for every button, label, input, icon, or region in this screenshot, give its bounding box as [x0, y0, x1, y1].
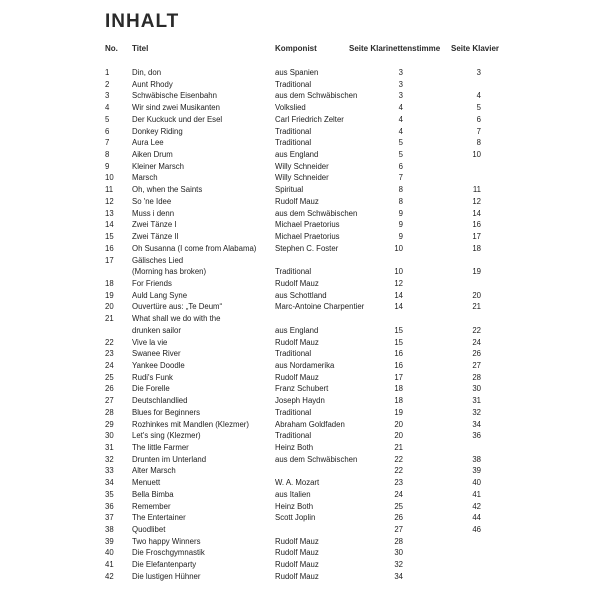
contents-row [0, 419, 600, 431]
entry-clarinet-page: 9 [398, 232, 403, 242]
entry-title-line: The Entertainer [132, 513, 186, 523]
contents-row [0, 290, 600, 302]
contents-row [0, 524, 600, 536]
entry-number: 2 [105, 79, 110, 89]
entry-title-line: Aunt Rhody [132, 79, 173, 89]
entry-number: 28 [105, 407, 114, 417]
contents-row [0, 126, 600, 138]
entry-composer: aus Spanien [275, 68, 319, 77]
entry-title-line: Marsch [132, 173, 158, 183]
entry-piano-page: 5 [476, 103, 481, 113]
entry-clarinet-page: 17 [394, 372, 403, 382]
contents-row [0, 137, 600, 149]
contents-row [0, 231, 600, 243]
entry-title [132, 477, 160, 489]
entry-composer: Rudolf Mauz [275, 278, 319, 288]
entry-title [132, 290, 187, 302]
entry-title-line: Drunten im Unterland [132, 454, 207, 464]
entry-clarinet-page: 26 [394, 513, 403, 523]
entry-clarinet-page: 21 [394, 443, 403, 452]
entry-composer: aus England [275, 325, 319, 335]
entry-number: 14 [105, 220, 114, 230]
entry-piano-page: 28 [472, 372, 481, 382]
entry-title-line: Oh, when the Saints [132, 185, 203, 195]
entry-title [132, 208, 174, 220]
entry-number: 6 [105, 126, 110, 136]
entry-clarinet-page: 10 [394, 267, 403, 277]
entry-title [132, 524, 165, 536]
entry-composer: Traditional [275, 79, 312, 89]
entry-number: 16 [105, 243, 114, 253]
entry-title-line: Die Elefantenparty [132, 560, 197, 570]
entry-clarinet-page: 5 [398, 150, 403, 160]
entry-number: 37 [105, 513, 114, 523]
entry-title-line: For Friends [132, 278, 172, 288]
entry-title [132, 149, 173, 161]
entry-number: 19 [105, 290, 114, 300]
entry-piano-page: 26 [472, 349, 481, 359]
entry-title [132, 407, 200, 419]
entry-title-line: Oh Susanna (I come from Alabama) [132, 243, 257, 253]
entry-clarinet-page: 6 [398, 161, 403, 171]
entry-clarinet-page: 3 [398, 91, 403, 101]
entry-piano-page: 40 [472, 478, 481, 488]
contents-row [0, 114, 600, 126]
entry-title [132, 231, 179, 243]
entry-clarinet-page: 30 [394, 548, 403, 558]
contents-row [0, 67, 600, 79]
contents-row [0, 219, 600, 231]
entry-composer: aus Italien [275, 489, 311, 499]
contents-row [0, 395, 600, 407]
entry-number: 30 [105, 431, 114, 441]
entry-title [132, 184, 202, 196]
contents-row [0, 360, 600, 372]
entry-composer: Franz Schubert [275, 384, 329, 394]
entry-title [132, 512, 186, 524]
entry-title-line: Two happy Winners [132, 536, 201, 546]
entry-title [132, 442, 189, 454]
contents-row [0, 571, 600, 583]
entry-title [132, 67, 161, 79]
contents-row [0, 454, 600, 466]
entry-piano-page: 10 [472, 150, 481, 160]
entry-clarinet-page: 23 [394, 478, 403, 488]
entry-piano-page: 22 [472, 325, 481, 335]
entry-title-line: Die Forelle [132, 384, 170, 394]
contents-row [0, 243, 600, 255]
entry-clarinet-page: 7 [398, 173, 403, 183]
entry-piano-page: 30 [472, 384, 481, 394]
entry-number: 41 [105, 560, 114, 570]
entry-number: 22 [105, 337, 114, 347]
entry-title-line: Let's sing (Klezmer) [132, 431, 201, 441]
entry-composer: Rudolf Mauz [275, 372, 319, 382]
entry-number: 42 [105, 571, 114, 581]
entry-title-line: Quodlibet [132, 525, 166, 535]
entry-composer: Michael Praetorius [275, 232, 340, 242]
entry-title-line: Ouvertüre aus: „Te Deum“ [132, 302, 223, 312]
entry-composer: Scott Joplin [275, 513, 316, 523]
entry-clarinet-page: 3 [398, 68, 403, 77]
entry-number: 39 [105, 536, 114, 546]
entry-piano-page: 6 [476, 114, 481, 124]
entry-number: 5 [105, 114, 110, 124]
entry-title [132, 360, 185, 372]
entry-title [132, 79, 173, 91]
entry-title [132, 243, 256, 255]
entry-number: 13 [105, 208, 114, 218]
entry-composer: Traditional [275, 407, 312, 417]
entry-piano-page: 4 [476, 91, 481, 101]
entry-title [132, 114, 222, 126]
entry-title [132, 90, 217, 102]
entry-composer: Rudolf Mauz [275, 196, 319, 206]
contents-row [0, 196, 600, 208]
entry-clarinet-page: 14 [394, 290, 403, 300]
entry-clarinet-page: 15 [394, 325, 403, 335]
entry-number: 38 [105, 525, 114, 535]
entry-number: 34 [105, 478, 114, 488]
entry-clarinet-page: 28 [394, 536, 403, 546]
entry-title [132, 172, 158, 184]
entry-number: 15 [105, 232, 114, 242]
entry-composer: Rudolf Mauz [275, 571, 319, 581]
entry-title-line: Vive la vie [132, 337, 168, 347]
entry-composer: Willy Schneider [275, 161, 329, 171]
entry-clarinet-page: 15 [394, 337, 403, 347]
entry-title-line: Auld Lang Syne [132, 290, 188, 300]
entry-title-line: Kleiner Marsch [132, 161, 184, 171]
contents-row [0, 430, 600, 442]
contents-row [0, 477, 600, 489]
entry-clarinet-page: 9 [398, 208, 403, 218]
entry-clarinet-page: 16 [394, 360, 403, 370]
entry-title [132, 219, 177, 231]
entry-composer: Stephen C. Foster [275, 243, 339, 253]
entry-clarinet-page: 10 [394, 243, 403, 253]
entry-title-line: Schwäbische Eisenbahn [132, 91, 217, 101]
entry-title-line: Gälisches Lied [132, 255, 184, 265]
contents-row [0, 337, 600, 349]
entry-composer: aus dem Schwäbischen [275, 208, 358, 218]
entry-title-line: Blues for Beginners [132, 407, 201, 417]
contents-row [0, 547, 600, 559]
entry-clarinet-page: 27 [394, 525, 403, 535]
entry-clarinet-page: 20 [394, 431, 403, 441]
entry-clarinet-page: 8 [398, 196, 403, 206]
entry-piano-page: 19 [472, 267, 481, 277]
entry-clarinet-page: 24 [394, 489, 403, 499]
entry-title [132, 313, 220, 336]
entry-title [132, 102, 220, 114]
entry-title [132, 547, 205, 559]
entry-composer: Traditional [275, 349, 312, 359]
entry-title-line: Rudi's Funk [132, 372, 173, 382]
entry-title [132, 137, 164, 149]
entry-piano-page: 18 [472, 243, 481, 253]
entry-composer: Rudolf Mauz [275, 548, 319, 558]
entry-composer: aus dem Schwäbischen [275, 91, 358, 101]
entry-piano-page: 44 [472, 513, 481, 523]
entry-composer: Volkslied [275, 103, 306, 113]
entry-clarinet-page: 3 [398, 79, 403, 89]
entry-piano-page: 42 [472, 501, 481, 511]
entry-number: 23 [105, 349, 114, 359]
contents-row [0, 536, 600, 548]
contents-list [0, 67, 600, 583]
contents-row [0, 465, 600, 477]
contents-row [0, 90, 600, 102]
entry-number: 35 [105, 489, 114, 499]
entry-title-line: Menuett [132, 478, 161, 488]
contents-row [0, 512, 600, 524]
entry-composer: aus Nordamerika [275, 360, 335, 370]
entry-title [132, 196, 171, 208]
contents-row [0, 278, 600, 290]
entry-clarinet-page: 4 [398, 114, 403, 124]
entry-number: 7 [105, 138, 110, 148]
column-header-number: No. [105, 44, 118, 53]
contents-row [0, 372, 600, 384]
column-header-clarinet-page: Seite Klarinettenstimme [349, 44, 441, 53]
entry-title-line: Die lustigen Hühner [132, 571, 201, 581]
entry-piano-page: 16 [472, 220, 481, 230]
entry-composer: aus dem Schwäbischen [275, 454, 358, 464]
entry-title [132, 430, 201, 442]
entry-composer: Spiritual [275, 185, 304, 195]
page-title: INHALT [105, 11, 180, 32]
entry-piano-page: 21 [472, 302, 481, 312]
entry-clarinet-page: 14 [394, 302, 403, 312]
entry-clarinet-page: 12 [394, 278, 403, 288]
entry-composer: Traditional [275, 431, 312, 441]
entry-title-line: Alter Marsch [132, 466, 176, 476]
entry-title-line: Din, don [132, 68, 162, 77]
entry-composer: W. A. Mozart [275, 478, 320, 488]
contents-row [0, 149, 600, 161]
entry-piano-page: 17 [472, 232, 481, 242]
entry-number: 40 [105, 548, 114, 558]
entry-number: 25 [105, 372, 114, 382]
entry-title-line: Der Kuckuck und der Esel [132, 114, 223, 124]
contents-row [0, 383, 600, 395]
entry-title-line: Zwei Tänze II [132, 232, 179, 242]
entry-clarinet-page: 22 [394, 454, 403, 464]
entry-clarinet-page: 16 [394, 349, 403, 359]
contents-row [0, 313, 600, 336]
entry-clarinet-page: 4 [398, 126, 403, 136]
entry-composer: Willy Schneider [275, 173, 329, 183]
entry-clarinet-page: 19 [394, 407, 403, 417]
entry-number: 24 [105, 360, 114, 370]
contents-row [0, 348, 600, 360]
contents-row [0, 184, 600, 196]
entry-composer: aus Schottland [275, 290, 327, 300]
entry-title-line: Muss i denn [132, 208, 175, 218]
entry-title [132, 161, 184, 173]
entry-clarinet-page: 20 [394, 419, 403, 429]
entry-title [132, 465, 176, 477]
entry-piano-page: 11 [472, 185, 481, 195]
entry-composer: Traditional [275, 267, 312, 277]
entry-number: 32 [105, 454, 114, 464]
entry-clarinet-page: 18 [394, 384, 403, 394]
entry-title-line: So 'ne Idee [132, 196, 172, 206]
entry-piano-page: 3 [476, 68, 481, 77]
entry-title [132, 501, 171, 513]
entry-number: 11 [105, 185, 114, 195]
column-header-composer: Komponist [275, 44, 317, 53]
entry-title-line: Yankee Doodle [132, 360, 185, 370]
entry-number: 9 [105, 161, 110, 171]
entry-number: 21 [105, 314, 114, 324]
entry-piano-page: 36 [472, 431, 481, 441]
contents-row [0, 407, 600, 419]
entry-number: 26 [105, 384, 114, 394]
entry-composer: Abraham Goldfaden [275, 419, 345, 429]
entry-composer: Rudolf Mauz [275, 560, 319, 570]
contents-row [0, 208, 600, 220]
entry-piano-page: 8 [476, 138, 481, 148]
entry-piano-page: 31 [472, 396, 481, 406]
column-header-piano-page: Seite Klavier [451, 44, 500, 53]
entry-piano-page: 12 [472, 196, 481, 206]
entry-title [132, 571, 200, 583]
entry-title-line: Deutschlandlied [132, 396, 188, 406]
entry-title-line: Wir sind zwei Musikanten [132, 103, 220, 113]
entry-clarinet-page: 5 [398, 138, 403, 148]
contents-row [0, 442, 600, 454]
entry-piano-page: 7 [476, 126, 481, 136]
entry-clarinet-page: 25 [394, 501, 403, 511]
entry-title-line: Aiken Drum [132, 150, 173, 160]
entry-title-line: What shall we do with the [132, 314, 221, 324]
entry-piano-page: 20 [472, 290, 481, 300]
entry-title [132, 301, 222, 313]
entry-piano-page: 38 [472, 454, 481, 464]
entry-title [132, 337, 167, 349]
contents-row [0, 501, 600, 513]
entry-title [132, 454, 206, 466]
contents-row [0, 301, 600, 313]
contents-row [0, 161, 600, 173]
entry-composer: Michael Praetorius [275, 220, 340, 230]
entry-title-line: (Morning has broken) [132, 267, 207, 277]
entry-piano-page: 41 [472, 489, 481, 499]
entry-composer: Carl Friedrich Zelter [275, 114, 344, 124]
entry-piano-page: 24 [472, 337, 481, 347]
entry-title-line: The little Farmer [132, 443, 189, 452]
entry-number: 36 [105, 501, 114, 511]
entry-clarinet-page: 32 [394, 560, 403, 570]
entry-number: 3 [105, 91, 110, 101]
entry-title [132, 348, 181, 360]
entry-title [132, 489, 174, 501]
entry-clarinet-page: 9 [398, 220, 403, 230]
entry-composer: Joseph Haydn [275, 396, 325, 406]
entry-piano-page: 27 [472, 360, 481, 370]
entry-title-line: Remember [132, 501, 171, 511]
entry-piano-page: 46 [472, 525, 481, 535]
entry-piano-page: 32 [472, 407, 481, 417]
entry-number: 4 [105, 103, 110, 113]
entry-title [132, 255, 206, 278]
entry-title [132, 419, 249, 431]
entry-number: 10 [105, 173, 114, 183]
entry-title [132, 126, 183, 138]
entry-piano-page: 34 [472, 419, 481, 429]
entry-composer: Traditional [275, 126, 312, 136]
entry-piano-page: 14 [472, 208, 481, 218]
entry-title-line: Donkey Riding [132, 126, 183, 136]
contents-row [0, 489, 600, 501]
entry-title-line: Zwei Tänze I [132, 220, 177, 230]
entry-number: 29 [105, 419, 114, 429]
entry-composer: Heinz Both [275, 501, 314, 511]
entry-title [132, 278, 172, 290]
entry-number: 12 [105, 196, 114, 206]
entry-title [132, 372, 173, 384]
contents-row [0, 102, 600, 114]
entry-number: 33 [105, 466, 114, 476]
entry-title-line: Rozhinkes mit Mandlen (Klezmer) [132, 419, 249, 429]
entry-clarinet-page: 34 [394, 571, 403, 581]
entry-number: 31 [105, 443, 114, 452]
entry-composer: Heinz Both [275, 443, 314, 452]
contents-row [0, 79, 600, 91]
entry-number: 18 [105, 278, 114, 288]
entry-title-line: drunken sailor [132, 325, 181, 335]
entry-composer: Traditional [275, 138, 312, 148]
contents-row [0, 172, 600, 184]
entry-title [132, 395, 187, 407]
entry-title-line: Aura Lee [132, 138, 164, 148]
entry-title-line: Bella Bimba [132, 489, 174, 499]
entry-clarinet-page: 18 [394, 396, 403, 406]
entry-number: 17 [105, 255, 114, 265]
entry-number: 20 [105, 302, 114, 312]
entry-piano-page: 39 [472, 466, 481, 476]
entry-clarinet-page: 4 [398, 103, 403, 113]
entry-composer: Rudolf Mauz [275, 536, 319, 546]
entry-number: 1 [105, 68, 110, 77]
entry-number: 8 [105, 150, 110, 160]
entry-title [132, 383, 170, 395]
entry-composer: Marc-Antoine Charpentier [275, 302, 365, 312]
entry-clarinet-page: 22 [394, 466, 403, 476]
contents-row [0, 255, 600, 278]
entry-composer: aus England [275, 150, 319, 160]
entry-number: 27 [105, 396, 114, 406]
entry-title-line: Die Froschgymnastik [132, 548, 205, 558]
entry-title [132, 559, 196, 571]
entry-title-line: Swanee River [132, 349, 181, 359]
entry-title [132, 536, 200, 548]
entry-clarinet-page: 8 [398, 185, 403, 195]
entry-composer: Rudolf Mauz [275, 337, 319, 347]
column-header-title: Titel [132, 44, 149, 53]
contents-row [0, 559, 600, 571]
